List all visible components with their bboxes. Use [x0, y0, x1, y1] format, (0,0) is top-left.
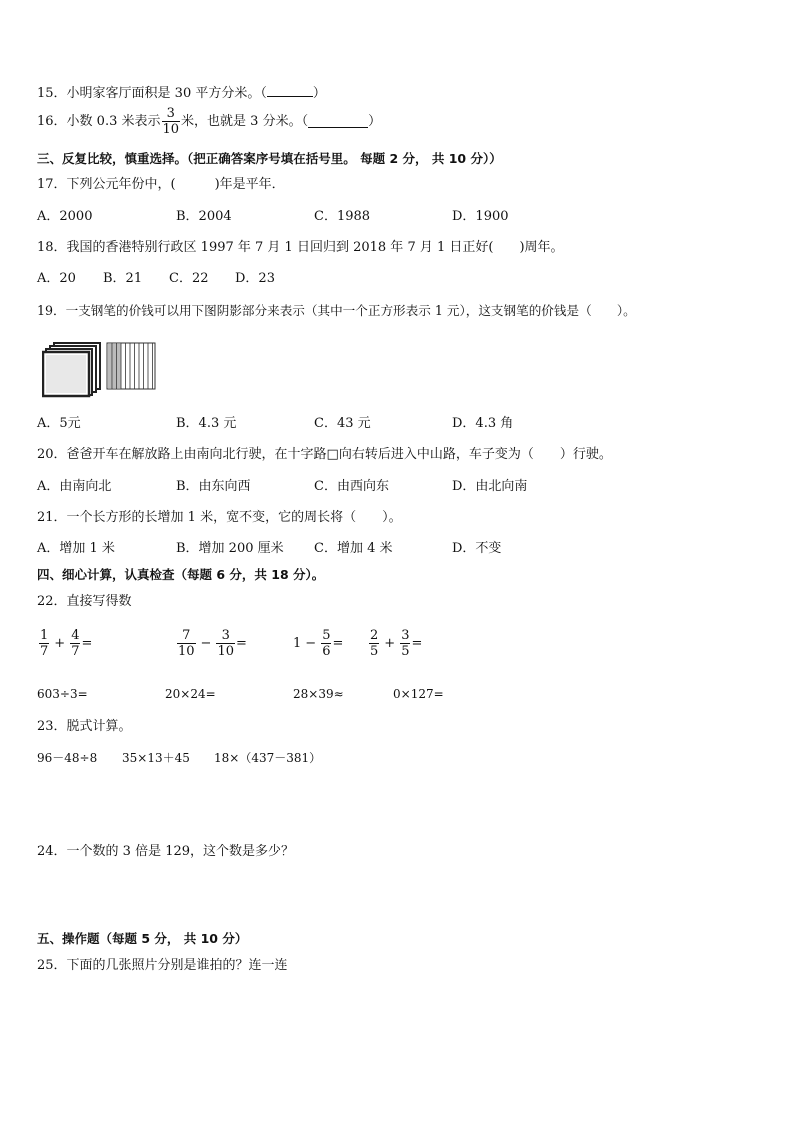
option-b: B．2004: [176, 209, 232, 224]
option-c: C．增加 4 米: [314, 541, 393, 556]
question-21: 21．一个长方形的长增加 1 米，宽不变，它的周长将（ ）。: [37, 510, 402, 525]
option-a: A．2000: [37, 209, 93, 224]
option-a: A．增加 1 米: [37, 541, 115, 556]
option-c: C．1988: [314, 209, 371, 224]
expression-2: 35×13＋45: [122, 751, 190, 765]
option-a: A．20: [37, 271, 76, 286]
calc-4: 0×127=: [393, 687, 444, 701]
option-a: A．5元: [37, 416, 81, 431]
question-19: 19．一支钢笔的价钱可以用下图阴影部分来表示（其中一个正方形表示 1 元），这支钢笔的价钱是（ ）。: [37, 303, 636, 318]
answer-blank: [267, 84, 313, 97]
calc-1: 603÷3=: [37, 687, 88, 701]
option-c: C．由西向东: [314, 479, 389, 494]
section-3-heading: 三、反复比较，慎重选择。（把正确答案序号填在括号里。 每题 2 分， 共 10 分））: [37, 151, 502, 166]
option-c: C．43 元: [314, 416, 371, 431]
question-25: 25．下面的几张照片分别是谁拍的？连一连: [37, 958, 288, 973]
fraction: $\frac{3}{10}$: [162, 106, 180, 137]
section-5-heading: 五、操作题（每题 5 分， 共 10 分）: [37, 931, 248, 946]
question-22: 22．直接写得数: [37, 594, 132, 609]
question-24: 24．一个数的 3 倍是 129，这个数是多少？: [37, 844, 295, 859]
option-d: D．由北向南: [452, 479, 528, 494]
answer-blank: [308, 115, 368, 128]
section-4-heading: 四、细心计算，认真检查（每题 6 分，共 18 分）。: [37, 567, 325, 582]
fraction-problem-3: 1 − $\frac{5}{6}$ =: [293, 628, 344, 659]
option-c: C．22: [169, 271, 209, 286]
expression-1: 96－48÷8: [37, 751, 98, 765]
question-16: 16． 小数 0.3 米表示 $\frac{3}{10}$ 米，也就是 3 分米。（ ）: [37, 106, 382, 137]
expression-3: 18×（437－381）: [214, 751, 322, 765]
option-a: A．由南向北: [37, 479, 112, 494]
question-15: 15．小明家客厅面积是 30 平方分米。（ ）: [37, 86, 326, 101]
option-b: B．增加 200 厘米: [176, 541, 284, 556]
question-23: 23．脱式计算。: [37, 719, 132, 734]
option-d: D．4.3 角: [452, 416, 514, 431]
option-d: D．1900: [452, 209, 509, 224]
fraction-problem-2: $\frac{7}{10}$ − $\frac{3}{10}$ =: [178, 628, 247, 659]
option-d: D．23: [235, 271, 275, 286]
option-b: B．4.3 元: [176, 416, 237, 431]
money-squares-figure: [42, 341, 162, 399]
fraction-problem-1: $\frac{1}{7}$ + $\frac{4}{7}$ =: [40, 628, 93, 659]
option-d: D．不变: [452, 541, 502, 556]
question-17: 17．下列公元年份中，( )年是平年．: [37, 177, 285, 192]
option-b: B．由东向西: [176, 479, 251, 494]
option-b: B．21: [103, 271, 143, 286]
calc-3: 28×39≈: [293, 687, 344, 701]
question-20: 20．爸爸开车在解放路上由南向北行驶，在十字路□向右转后进入中山路，车子变为（ ）行驶。: [37, 447, 612, 462]
question-18: 18．我国的香港特别行政区 1997 年 7 月 1 日回归到 2018 年 7 月 1 日正好( )周年。: [37, 240, 564, 255]
fraction-problem-4: $\frac{2}{5}$ + $\frac{3}{5}$ =: [370, 628, 423, 659]
calc-2: 20×24=: [165, 687, 216, 701]
